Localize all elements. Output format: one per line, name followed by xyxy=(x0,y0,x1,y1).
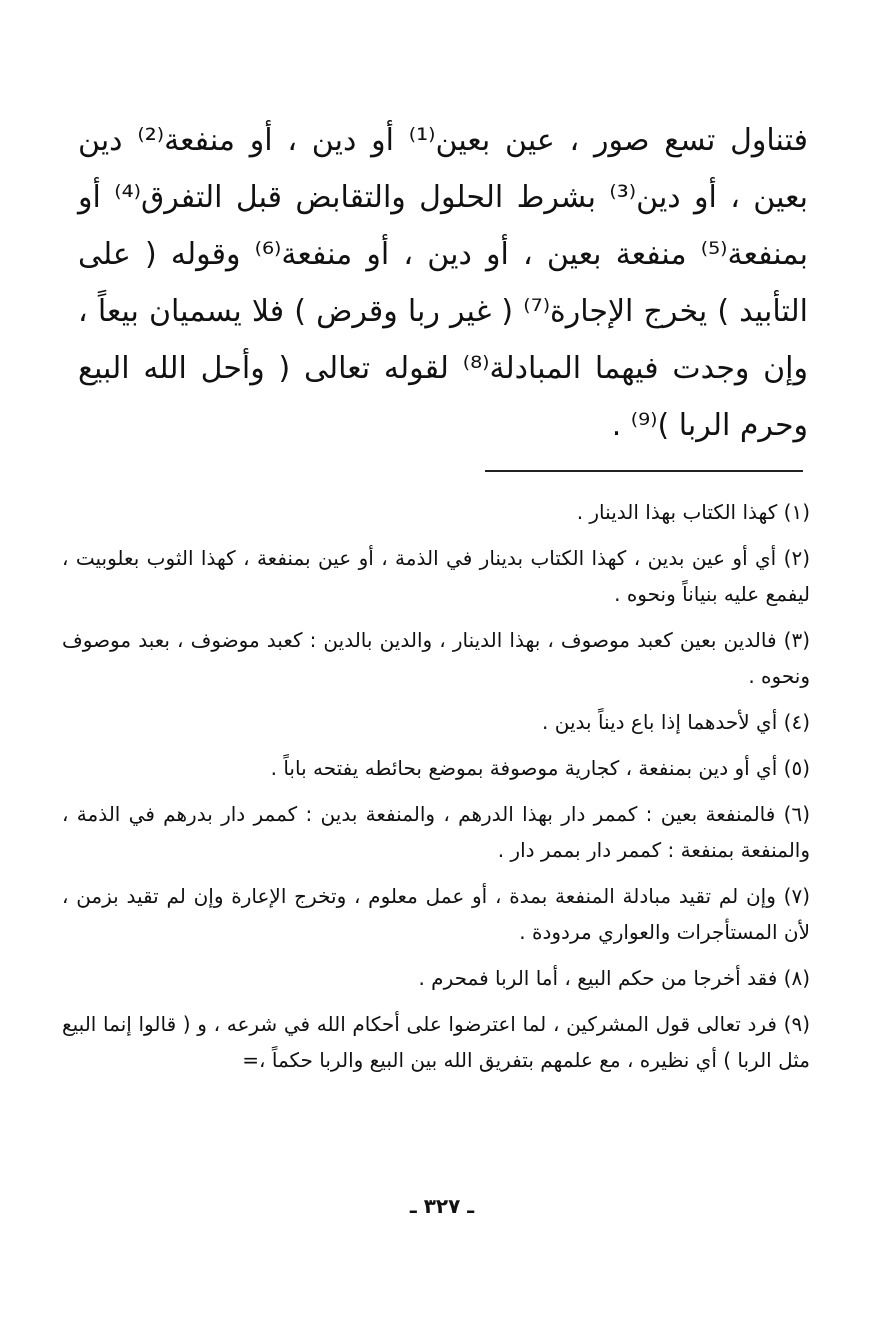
footnote-6: (٦) فالمنفعة بعين : كممر دار بهذا الدرهم ، والمنفعة بدين : كممر دار بدرهم في الذمة ، والمنفعة بمنفعة : كممر دار بممر دار . xyxy=(62,802,810,862)
footnote-2: (٢) أي أو عين بدين ، كهذا الكتاب بدينار في الذمة ، أو عين بمنفعة ، كهذا الثوب بعلوبيت ، ليفمع عليه بنياناً ونحوه . xyxy=(62,546,810,606)
footnote-7: (٧) وإن لم تقيد مبادلة المنفعة بمدة ، أو عمل معلوم ، وتخرج الإعارة وإن لم تقيد بزمن ، لأن المستأجرات والعواري مردودة . xyxy=(62,884,810,944)
page-number: ـ ٣٢٧ ـ xyxy=(409,1194,475,1218)
footnote-8: (٨) فقد أخرجا من حكم البيع ، أما الربا فمحرم . xyxy=(418,966,810,990)
footnote-1: (١) كهذا الكتاب بهذا الدينار . xyxy=(576,500,810,524)
footnote-4: (٤) أي لأحدهما إذا باع ديناً بدين . xyxy=(542,710,810,734)
main-paragraph: فتناول تسع صور ، عين بعين⁽¹⁾ أو دين ، أو منفعة⁽²⁾ دين بعين ، أو دين⁽³⁾ بشرط الحلول والتقابض قبل التفرق⁽⁴⁾ أو بمنفعة⁽⁵⁾ منفعة بعين ، أو دين ، أو منفعة⁽⁶⁾ وقوله ( على التأبيد ) يخرج الإجارة⁽⁷⁾ ( غير ربا وقرض ) فلا يسميان بيعاً ، وإن وجدت فيهما المبادلة⁽⁸⁾ لقوله تعالى ( وأحل الله البيع وحرم الربا )⁽⁹⁾ . xyxy=(78,123,808,443)
footnote-5: (٥) أي أو دين بمنفعة ، كجارية موصوفة بموضع بحائطه يفتحه باباً . xyxy=(270,756,810,780)
footnote-separator xyxy=(485,470,803,472)
footnote-3: (٣) فالدين بعين كعبد موصوف ، بهذا الدينار ، والدين بالدين : كعبد موضوف ، بعبد موصوف ونحوه . xyxy=(62,628,810,688)
footnote-9: (٩) فرد تعالى قول المشركين ، لما اعترضوا على أحكام الله في شرعه ، و ( قالوا إنما البيع مثل الربا ) أي نظيره ، مع علمهم بتفريق الله بين البيع والربا حكماً ،= xyxy=(62,1012,810,1072)
footnotes-section xyxy=(62,494,810,1088)
